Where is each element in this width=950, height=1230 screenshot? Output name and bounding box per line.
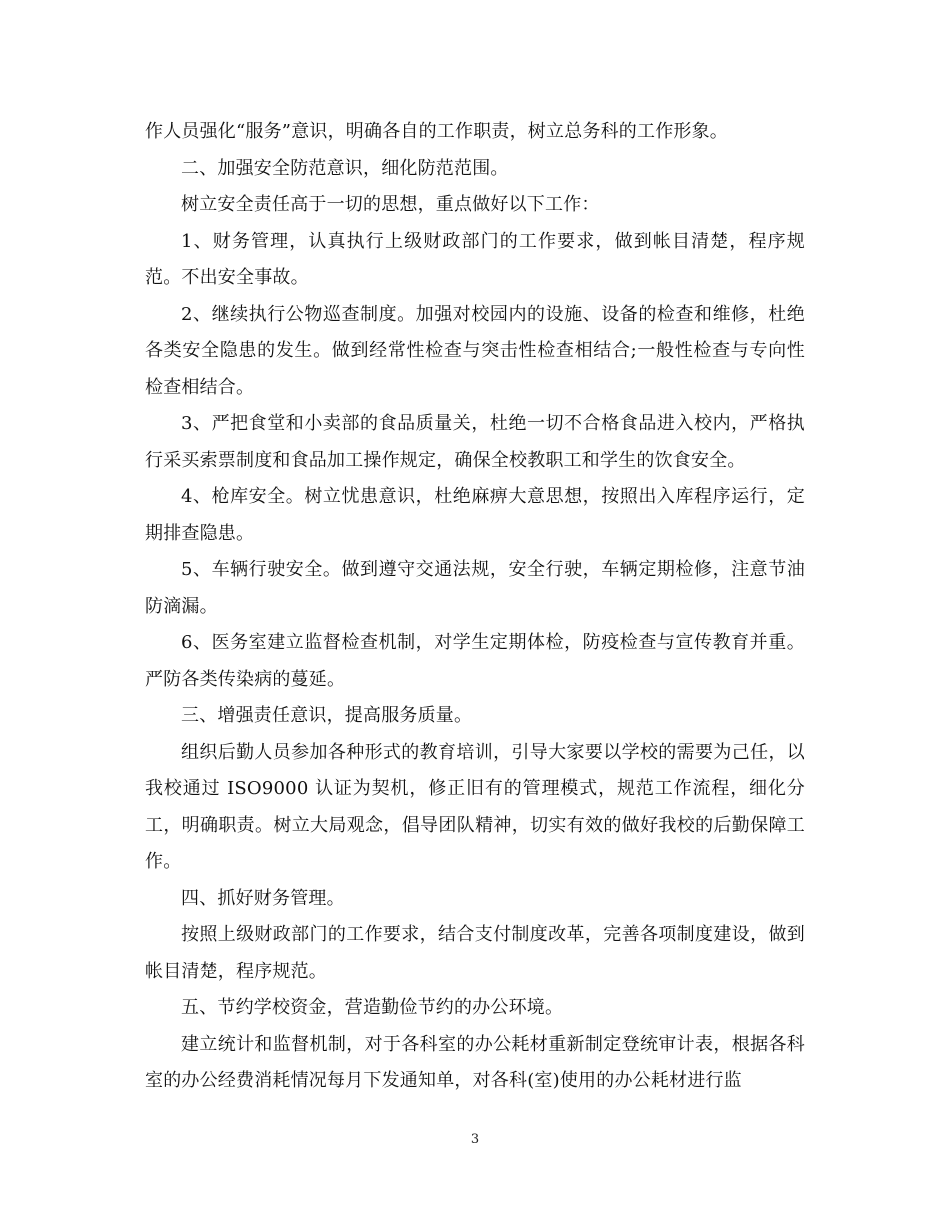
paragraph: 按照上级财政部门的工作要求，结合支付制度改革，完善各项制度建设，做到帐目清楚，程序规范。 [145, 924, 805, 982]
paragraph: 组织后勤人员参加各种形式的教育培训，引导大家要以学校的需要为己任，以我校通过 ISO9000 认证为契机，修正旧有的管理模式，规范工作流程，细化分工，明确职责。树立大局观念，倡导团队精神，切实有效的做好我校的后勤保障工作。 [145, 741, 805, 872]
paragraph: 树立安全责任高于一切的思想，重点做好以下工作： [181, 194, 600, 215]
list-item: 4、枪库安全。树立忧患意识，杜绝麻痹大意思想，按照出入库程序运行，定期排查隐患。 [145, 486, 805, 544]
document-body [145, 114, 805, 1100]
list-item: 3、严把食堂和小卖部的食品质量关，杜绝一切不合格食品进入校内，严格执行采买索票制度和食品加工操作规定，确保全校教职工和学生的饮食安全。 [145, 413, 805, 471]
list-item: 6、医务室建立监督检查机制，对学生定期体检，防疫检查与宣传教育并重。严防各类传染病的蔓延。 [145, 632, 805, 690]
section-heading: 二、加强安全防范意识，细化防范范围。 [181, 157, 509, 179]
paragraph: 建立统计和监督机制，对于各科室的办公耗材重新制定登统审计表，根据各科室的办公经费消耗情况每月下发通知单，对各科(室)使用的办公耗材进行监 [145, 1033, 805, 1091]
section-heading: 五、节约学校资金，营造勤俭节约的办公环境。 [181, 997, 564, 1018]
list-item: 2、继续执行公物巡查制度。加强对校园内的设施、设备的检查和维修，杜绝各类安全隐患的发生。做到经常性检查与突击性检查相结合;一般性检查与专向性检查相结合。 [145, 303, 805, 398]
page-number: 3 [470, 1132, 480, 1147]
list-item: 1、财务管理，认真执行上级财政部门的工作要求，做到帐目清楚，程序规范。不出安全事故。 [145, 230, 805, 288]
paragraph: 作人员强化“服务”意识，明确各自的工作职责，树立总务科的工作形象。 [145, 121, 729, 142]
section-heading: 四、抓好财务管理。 [181, 887, 345, 909]
section-heading: 三、增强责任意识，提高服务质量。 [181, 705, 473, 726]
list-item: 5、车辆行驶安全。做到遵守交通法规，安全行驶，车辆定期检修，注意节油防滴漏。 [145, 559, 805, 617]
